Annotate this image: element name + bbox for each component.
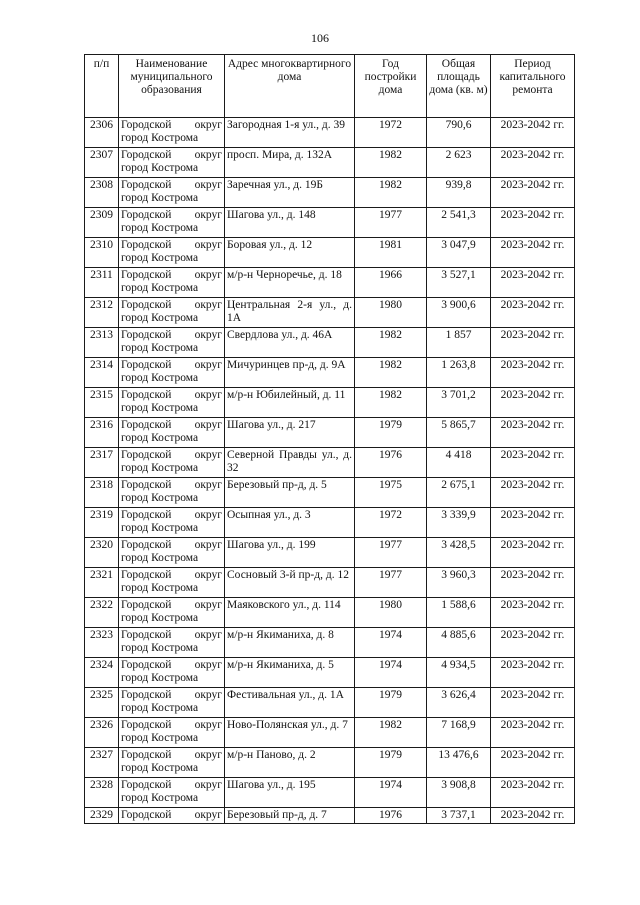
row-year: 1981 <box>355 238 427 268</box>
header-period: Период капитального ремонта <box>491 55 575 118</box>
municipality-type: Городской <box>121 539 172 551</box>
row-period: 2023-2042 гг. <box>491 238 575 268</box>
row-municipality <box>119 688 225 718</box>
row-year: 1975 <box>355 478 427 508</box>
municipality-line <box>121 749 222 762</box>
row-number: 2316 <box>85 418 119 448</box>
municipality-kind: округ <box>194 629 222 641</box>
municipality-type: Городской <box>121 509 172 521</box>
municipality-line <box>121 569 222 582</box>
municipality-city: город Кострома <box>121 582 199 594</box>
municipality-city: город Кострома <box>121 642 199 654</box>
municipality-city: город Кострома <box>121 162 199 174</box>
municipality-type: Городской <box>121 659 172 671</box>
table-row <box>85 448 575 478</box>
municipality-city: город Кострома <box>121 372 199 384</box>
header-municipality: Наименование муниципального образования <box>119 55 225 118</box>
table-row <box>85 658 575 688</box>
municipality-city: город Кострома <box>121 222 199 234</box>
row-number: 2327 <box>85 748 119 778</box>
municipality-kind: округ <box>194 209 222 221</box>
municipality-kind: округ <box>194 449 222 461</box>
municipality-type: Городской <box>121 719 172 731</box>
row-period: 2023-2042 гг. <box>491 778 575 808</box>
row-address: м/р-н Паново, д. 2 <box>225 748 355 778</box>
municipality-line <box>121 449 222 462</box>
row-area: 3 527,1 <box>427 268 491 298</box>
row-period: 2023-2042 гг. <box>491 208 575 238</box>
row-municipality <box>119 508 225 538</box>
municipality-city: город Кострома <box>121 732 199 744</box>
row-number: 2308 <box>85 178 119 208</box>
row-municipality <box>119 328 225 358</box>
row-area: 939,8 <box>427 178 491 208</box>
row-address: Фестивальная ул., д. 1А <box>225 688 355 718</box>
row-period: 2023-2042 гг. <box>491 358 575 388</box>
housing-registry-table <box>84 54 575 824</box>
row-municipality <box>119 148 225 178</box>
header-area: Общая площадь дома (кв. м) <box>427 55 491 118</box>
municipality-kind: округ <box>194 659 222 671</box>
row-year: 1977 <box>355 208 427 238</box>
row-area: 2 623 <box>427 148 491 178</box>
table-body <box>85 118 575 824</box>
row-municipality <box>119 388 225 418</box>
municipality-city: город Кострома <box>121 312 199 324</box>
row-address: Шагова ул., д. 217 <box>225 418 355 448</box>
municipality-kind: округ <box>194 569 222 581</box>
row-year: 1982 <box>355 328 427 358</box>
table-row <box>85 688 575 718</box>
row-year: 1982 <box>355 178 427 208</box>
table-row <box>85 808 575 824</box>
municipality-type: Городской <box>121 749 172 761</box>
municipality-type: Городской <box>121 479 172 491</box>
row-number: 2325 <box>85 688 119 718</box>
table-row <box>85 388 575 418</box>
row-period: 2023-2042 гг. <box>491 478 575 508</box>
row-number: 2324 <box>85 658 119 688</box>
row-municipality <box>119 448 225 478</box>
row-period: 2023-2042 гг. <box>491 718 575 748</box>
row-year: 1979 <box>355 418 427 448</box>
municipality-kind: округ <box>194 509 222 521</box>
row-period: 2023-2042 гг. <box>491 448 575 478</box>
table-row <box>85 778 575 808</box>
row-period: 2023-2042 гг. <box>491 598 575 628</box>
row-area: 3 701,2 <box>427 388 491 418</box>
row-address: м/р-н Якиманиха, д. 8 <box>225 628 355 658</box>
row-address: Осыпная ул., д. 3 <box>225 508 355 538</box>
row-period: 2023-2042 гг. <box>491 118 575 148</box>
municipality-city: город Кострома <box>121 702 199 714</box>
municipality-kind: округ <box>194 689 222 701</box>
municipality-type: Городской <box>121 569 172 581</box>
row-municipality <box>119 628 225 658</box>
table-row <box>85 748 575 778</box>
row-address: Северной Правды ул., д. 32 <box>225 448 355 478</box>
row-address: м/р-н Якиманиха, д. 5 <box>225 658 355 688</box>
municipality-line <box>121 599 222 612</box>
row-address: Шагова ул., д. 195 <box>225 778 355 808</box>
row-number: 2312 <box>85 298 119 328</box>
municipality-city: город Кострома <box>121 282 199 294</box>
municipality-kind: округ <box>194 269 222 281</box>
row-address: Шагова ул., д. 199 <box>225 538 355 568</box>
municipality-type: Городской <box>121 389 172 401</box>
row-number: 2321 <box>85 568 119 598</box>
municipality-line <box>121 509 222 522</box>
municipality-kind: округ <box>194 419 222 431</box>
row-area: 4 418 <box>427 448 491 478</box>
municipality-kind: округ <box>194 779 222 791</box>
table-row <box>85 178 575 208</box>
municipality-type: Городской <box>121 419 172 431</box>
municipality-type: Городской <box>121 119 172 131</box>
row-number: 2306 <box>85 118 119 148</box>
table-row <box>85 418 575 448</box>
municipality-type: Городской <box>121 629 172 641</box>
row-address: Сосновый 3-й пр-д, д. 12 <box>225 568 355 598</box>
municipality-type: Городской <box>121 359 172 371</box>
row-address: Боровая ул., д. 12 <box>225 238 355 268</box>
municipality-city: город Кострома <box>121 762 199 774</box>
table-row <box>85 718 575 748</box>
row-year: 1980 <box>355 598 427 628</box>
row-period: 2023-2042 гг. <box>491 418 575 448</box>
municipality-type: Городской <box>121 299 172 311</box>
row-area: 7 168,9 <box>427 718 491 748</box>
header-num: п/п <box>85 55 119 118</box>
row-address: Березовый пр-д, д. 5 <box>225 478 355 508</box>
row-period: 2023-2042 гг. <box>491 568 575 598</box>
municipality-type: Городской <box>121 179 172 191</box>
row-year: 1966 <box>355 268 427 298</box>
row-address: просп. Мира, д. 132А <box>225 148 355 178</box>
municipality-kind: округ <box>194 749 222 761</box>
municipality-city: город Кострома <box>121 132 199 144</box>
row-area: 1 263,8 <box>427 358 491 388</box>
row-area: 5 865,7 <box>427 418 491 448</box>
municipality-line <box>121 179 222 192</box>
row-area: 3 428,5 <box>427 538 491 568</box>
table-row <box>85 238 575 268</box>
municipality-kind: округ <box>194 299 222 311</box>
municipality-city: город Кострома <box>121 192 199 204</box>
row-year: 1974 <box>355 628 427 658</box>
row-municipality <box>119 778 225 808</box>
municipality-type: Городской <box>121 209 172 221</box>
municipality-city: город Кострома <box>121 432 199 444</box>
municipality-line <box>121 419 222 432</box>
row-year: 1974 <box>355 658 427 688</box>
municipality-city: город Кострома <box>121 462 199 474</box>
municipality-kind: округ <box>194 149 222 161</box>
row-municipality <box>119 178 225 208</box>
row-period: 2023-2042 гг. <box>491 328 575 358</box>
table-row <box>85 478 575 508</box>
municipality-line <box>121 539 222 552</box>
row-number: 2314 <box>85 358 119 388</box>
row-period: 2023-2042 гг. <box>491 148 575 178</box>
municipality-kind: округ <box>194 479 222 491</box>
table-row <box>85 118 575 148</box>
municipality-kind: округ <box>194 359 222 371</box>
table-row <box>85 268 575 298</box>
row-area: 3 900,6 <box>427 298 491 328</box>
municipality-type: Городской <box>121 689 172 701</box>
table-row <box>85 628 575 658</box>
row-area: 1 588,6 <box>427 598 491 628</box>
row-address: Маяковского ул., д. 114 <box>225 598 355 628</box>
row-period: 2023-2042 гг. <box>491 298 575 328</box>
municipality-city: город Кострома <box>121 612 199 624</box>
row-period: 2023-2042 гг. <box>491 508 575 538</box>
row-municipality <box>119 718 225 748</box>
row-number: 2317 <box>85 448 119 478</box>
row-number: 2319 <box>85 508 119 538</box>
municipality-city: город Кострома <box>121 522 199 534</box>
row-period: 2023-2042 гг. <box>491 628 575 658</box>
municipality-kind: округ <box>194 389 222 401</box>
row-area: 2 675,1 <box>427 478 491 508</box>
row-municipality <box>119 118 225 148</box>
row-municipality <box>119 418 225 448</box>
municipality-type: Городской <box>121 269 172 281</box>
row-number: 2318 <box>85 478 119 508</box>
row-area: 13 476,6 <box>427 748 491 778</box>
municipality-type: Городской <box>121 599 172 611</box>
municipality-line <box>121 299 222 312</box>
row-address: м/р-н Юбилейный, д. 11 <box>225 388 355 418</box>
municipality-line <box>121 779 222 792</box>
municipality-kind: округ <box>194 239 222 251</box>
table-row <box>85 358 575 388</box>
row-period: 2023-2042 гг. <box>491 658 575 688</box>
page-number: 106 <box>311 31 329 45</box>
municipality-city: город Кострома <box>121 342 199 354</box>
header-year: Год постройки дома <box>355 55 427 118</box>
row-municipality <box>119 208 225 238</box>
table-row <box>85 598 575 628</box>
row-address: Центральная 2-я ул., д. 1А <box>225 298 355 328</box>
row-address: Березовый пр-д, д. 7 <box>225 808 355 824</box>
municipality-line <box>121 719 222 732</box>
row-year: 1982 <box>355 358 427 388</box>
row-area: 3 737,1 <box>427 808 491 824</box>
row-number: 2310 <box>85 238 119 268</box>
row-number: 2329 <box>85 808 119 824</box>
municipality-kind: округ <box>194 329 222 341</box>
row-year: 1976 <box>355 808 427 824</box>
row-address: Загородная 1-я ул., д. 39 <box>225 118 355 148</box>
row-address: Свердлова ул., д. 46А <box>225 328 355 358</box>
row-year: 1979 <box>355 688 427 718</box>
municipality-city: город Кострома <box>121 252 199 264</box>
row-period: 2023-2042 гг. <box>491 538 575 568</box>
row-number: 2307 <box>85 148 119 178</box>
row-municipality <box>119 538 225 568</box>
table-row <box>85 328 575 358</box>
municipality-kind: округ <box>194 119 222 131</box>
municipality-kind: округ <box>194 719 222 731</box>
municipality-kind: округ <box>194 179 222 191</box>
row-municipality <box>119 268 225 298</box>
table-row <box>85 148 575 178</box>
header-address: Адрес многоквартирного дома <box>225 55 355 118</box>
row-address: Мичуринцев пр-д, д. 9А <box>225 358 355 388</box>
row-year: 1972 <box>355 508 427 538</box>
row-area: 1 857 <box>427 328 491 358</box>
row-year: 1982 <box>355 718 427 748</box>
row-municipality <box>119 478 225 508</box>
municipality-type: Городской <box>121 449 172 461</box>
row-year: 1974 <box>355 778 427 808</box>
row-year: 1982 <box>355 388 427 418</box>
municipality-city: город Кострома <box>121 492 199 504</box>
municipality-line <box>121 209 222 222</box>
row-address: Шагова ул., д. 148 <box>225 208 355 238</box>
row-year: 1977 <box>355 568 427 598</box>
row-period: 2023-2042 гг. <box>491 388 575 418</box>
row-number: 2326 <box>85 718 119 748</box>
row-municipality <box>119 238 225 268</box>
row-area: 3 960,3 <box>427 568 491 598</box>
table-row <box>85 568 575 598</box>
row-municipality <box>119 808 225 824</box>
municipality-type: Городской <box>121 779 172 791</box>
municipality-line <box>121 359 222 372</box>
row-number: 2309 <box>85 208 119 238</box>
row-number: 2328 <box>85 778 119 808</box>
municipality-type: Городской <box>121 149 172 161</box>
municipality-line <box>121 629 222 642</box>
row-number: 2315 <box>85 388 119 418</box>
municipality-line <box>121 149 222 162</box>
municipality-city: город Кострома <box>121 792 199 804</box>
row-address: Ново-Полянская ул., д. 7 <box>225 718 355 748</box>
municipality-type: Городской <box>121 239 172 251</box>
row-period: 2023-2042 гг. <box>491 808 575 824</box>
row-address: Заречная ул., д. 19Б <box>225 178 355 208</box>
municipality-kind: округ <box>194 539 222 551</box>
row-area: 3 908,8 <box>427 778 491 808</box>
municipality-line <box>121 239 222 252</box>
row-year: 1976 <box>355 448 427 478</box>
row-municipality <box>119 748 225 778</box>
table-row <box>85 508 575 538</box>
row-number: 2311 <box>85 268 119 298</box>
row-year: 1979 <box>355 748 427 778</box>
row-period: 2023-2042 гг. <box>491 688 575 718</box>
row-period: 2023-2042 гг. <box>491 748 575 778</box>
row-municipality <box>119 568 225 598</box>
municipality-city: город Кострома <box>121 402 199 414</box>
row-period: 2023-2042 гг. <box>491 268 575 298</box>
municipality-line <box>121 329 222 342</box>
table-header <box>85 55 575 118</box>
municipality-line <box>121 389 222 402</box>
row-year: 1972 <box>355 118 427 148</box>
row-number: 2320 <box>85 538 119 568</box>
row-number: 2323 <box>85 628 119 658</box>
row-municipality <box>119 598 225 628</box>
municipality-line <box>121 689 222 702</box>
row-number: 2313 <box>85 328 119 358</box>
municipality-line <box>121 479 222 492</box>
row-area: 3 626,4 <box>427 688 491 718</box>
municipality-line <box>121 269 222 282</box>
municipality-kind: округ <box>194 599 222 611</box>
municipality-city: город Кострома <box>121 672 199 684</box>
row-area: 3 339,9 <box>427 508 491 538</box>
row-area: 790,6 <box>427 118 491 148</box>
municipality-type: Городской <box>121 809 172 821</box>
table-row <box>85 208 575 238</box>
municipality-city: город Кострома <box>121 552 199 564</box>
row-area: 4 885,6 <box>427 628 491 658</box>
table-row <box>85 298 575 328</box>
row-year: 1977 <box>355 538 427 568</box>
row-area: 3 047,9 <box>427 238 491 268</box>
table-row <box>85 538 575 568</box>
municipality-type: Городской <box>121 329 172 341</box>
row-period: 2023-2042 гг. <box>491 178 575 208</box>
municipality-line <box>121 119 222 132</box>
row-municipality <box>119 298 225 328</box>
row-year: 1980 <box>355 298 427 328</box>
row-area: 4 934,5 <box>427 658 491 688</box>
row-municipality <box>119 658 225 688</box>
row-number: 2322 <box>85 598 119 628</box>
municipality-line <box>121 659 222 672</box>
row-year: 1982 <box>355 148 427 178</box>
row-area: 2 541,3 <box>427 208 491 238</box>
row-municipality <box>119 358 225 388</box>
municipality-kind: округ <box>194 809 222 821</box>
row-address: м/р-н Черноречье, д. 18 <box>225 268 355 298</box>
municipality-line <box>121 809 222 822</box>
